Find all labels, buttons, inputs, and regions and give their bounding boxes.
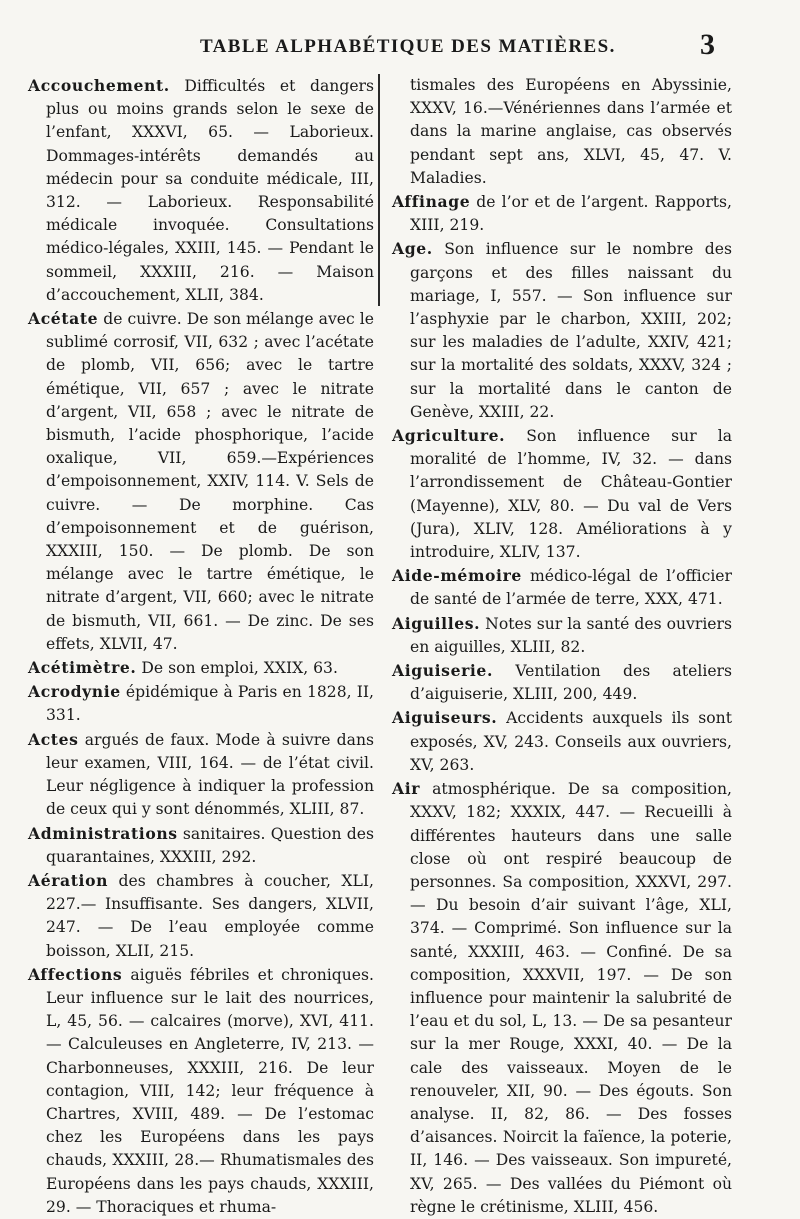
entry-text: épidémique à Paris en 1828, II, 331. (46, 683, 374, 725)
entry-term: Acrodynie (28, 682, 121, 702)
index-entry (28, 963, 374, 1219)
entry-text: Son influence sur le nombre des garçons et des filles naissant du mariage, I, 557. — Son influence sur l’asphyxie par le charbon, XXIII, 202; sur les maladies de l’adulte, XXIV, 421; sur la mortalité des soldats, XXXV, 324 ; sur la mortalité dans le canton de Genève, XXIII, 22. (410, 240, 732, 421)
index-entry (28, 307, 374, 656)
entry-text: Notes sur la santé des ouvriers en aiguilles, XLIII, 82. (410, 614, 732, 656)
column-divider (378, 74, 380, 306)
entry-term: Acétimètre. (28, 658, 137, 678)
entry-term: Accouchement. (28, 76, 170, 95)
entry-text: atmosphérique. De sa composition, XXXV, 182; XXXIX, 447. — Recueilli à différentes hauteurs dans une salle close où ont respiré beaucoup de personnes. Sa composition, XXXVI, 297. — Du besoin d’air suivant l’âge, XLI, 374. — Comprimé. Son influence sur la santé, XXXIII, 463. — Confiné. De sa composition, XXXVII, 197. — De son influence pour maintenir la salubrité de l’eau et du sol, L, 13. — De sa pesanteur sur la mer Rouge, XXXI, 40. — De la cale des vaisseaux. Moyen de le renouveler, XII, 90. — Des égouts. Son analyse. II, 82, 86. — Des fosses d’aisances. Noircit la faïence, la poterie, II, 146. — Des vaisseaux. Son impureté, XV, 265. — Des vallées du Piémont où règne le crétinisme, XLIII, 456. (410, 780, 732, 1216)
entry-text: aiguës fébriles et chroniques. Leur influence sur le lait des nourrices, L, 45, 56. — calcaires (morve), XVI, 411. — Calculeuses en Angleterre, IV, 213. — Charbonneuses, XXXIII, 216. De leur contagion, VIII, 142; leur fréquence à Chartres, XVIII, 489. — De l’estomac chez les Européens dans les pays chauds, XXXIII, 28.— Rhumatismales des Européens dans les pays chauds, XXXIII, 29. — Thoraciques et rhuma- (46, 965, 374, 1216)
entry-text: Accidents auxquels ils sont exposés, XV, 243. Conseils aux ouvriers, XV, 263. (410, 709, 732, 774)
entry-text: De son emploi, XXIX, 63. (136, 659, 338, 678)
entry-term: Aiguiseurs. (392, 708, 498, 728)
index-entry (28, 680, 374, 727)
entry-term: Acétate (28, 309, 99, 329)
entry-term: Affinage (392, 192, 471, 212)
entry-text: de l’or et de l’argent. Rapports, XIII, 219. (410, 193, 732, 235)
entry-text: sanitaires. Question des quarantaines, XXXIII, 292. (46, 824, 374, 866)
index-entry (392, 777, 732, 1219)
page-number: 3 (700, 28, 715, 61)
entry-text: Son influence sur la moralité de l’homme, IV, 32. — dans l’arrondissement de Château-Gontier (Mayenne), XLV, 80. — Du val de Vers (Jura), XLIV, 128. Améliorations à y introduire, XLIV, 137. (410, 427, 732, 562)
entry-term: Affections (28, 964, 123, 984)
index-entry (28, 822, 374, 869)
index-entry (392, 706, 732, 777)
entry-text: des chambres à coucher, XLI, 227.— Insuffisante. Ses dangers, XLVII, 247. — De l’eau employée comme boisson, XLII, 215. (46, 871, 374, 960)
entry-term: Aiguilles. (392, 613, 481, 633)
index-entry (392, 74, 732, 190)
index-entry (392, 659, 732, 706)
index-entry (392, 564, 732, 611)
index-entry (392, 612, 732, 659)
entry-term: Aide-mémoire (392, 566, 522, 586)
index-entry (392, 237, 732, 424)
right-column (392, 74, 732, 1219)
entry-text: Ventilation des ateliers d’aiguiserie, XLIII, 200, 449. (410, 662, 732, 704)
index-entry (28, 74, 374, 307)
index-entry (28, 869, 374, 963)
entry-term: Administrations (28, 823, 178, 843)
index-entry (392, 424, 732, 564)
index-entry (392, 190, 732, 237)
running-title: TABLE ALPHABÉTIQUE DES MATIÈRES. (200, 36, 616, 57)
entry-text: médico-légal de l’officier de santé de l’armée de terre, XXX, 471. (410, 567, 732, 609)
entry-text: de cuivre. De son mélange avec le sublimé corrosif, VII, 632 ; avec l’acétate de plomb, VII, 656; avec le tartre émétique, VII, 657 ; avec le nitrate d’argent, VII, 658 ; avec le nitrate de bismuth, l’acide phosphorique, l’acide oxalique, VII, 659.—Expériences d’empoisonnement, XXIV, 114. V. Sels de cuivre. — De morphine. Cas d’empoisonnement et de guérison, XXXIII, 150. — De plomb. De son mélange avec le tartre émétique, le nitrate d’argent, VII, 660; avec le nitrate de bismuth, VII, 661. — De zinc. De ses effets, XLVII, 47. (46, 310, 374, 653)
entry-term: Agriculture. (392, 426, 506, 446)
entry-term: Aération (28, 870, 109, 890)
entry-text: argués de faux. Mode à suivre dans leur examen, VIII, 164. — de l’état civil. Leur négligence à indiquer la profession de ceux qui y sont dénommés, XLIII, 87. (46, 730, 374, 819)
index-entry (28, 656, 374, 680)
page-header (0, 28, 800, 66)
entry-term: Aiguiserie. (392, 661, 493, 681)
entry-text: tismales des Européens en Abyssinie, XXXV, 16.—Vénériennes dans l’armée et dans la marine anglaise, cas observés pendant sept ans, XLVI, 45, 47. V. Maladies. (410, 76, 732, 187)
entry-term: Age. (392, 239, 433, 259)
index-entry (28, 728, 374, 822)
entry-term: Actes (28, 729, 79, 749)
entry-term: Air (392, 779, 421, 799)
left-column (28, 74, 374, 1219)
entry-text: Difficultés et dangers plus ou moins grands selon le sexe de l’enfant, XXXVI, 65. — Laborieux. Dommages-intérêts demandés au médecin pour sa conduite médicale, III, 312. — Laborieux. Responsabilité médicale invoquée. Consultations médico-légales, XXIII, 145. — Pendant le sommeil, XXXIII, 216. — Maison d’accouchement, XLII, 384. (46, 77, 374, 304)
